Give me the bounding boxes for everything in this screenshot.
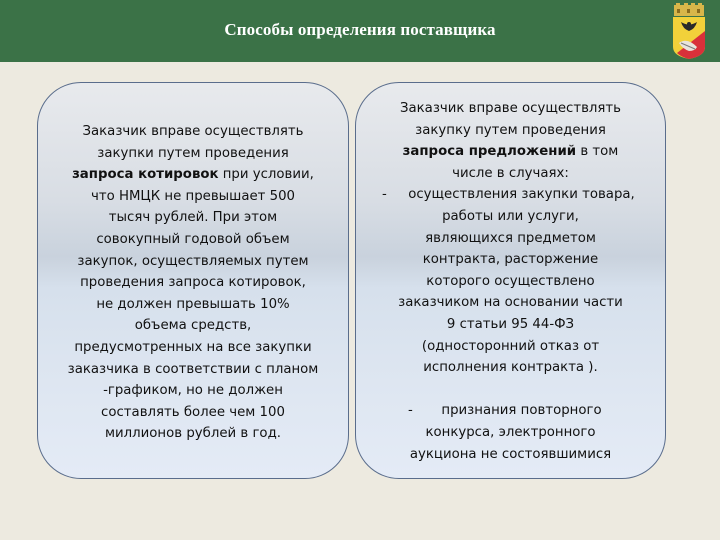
text-line: конкурса, электронного xyxy=(425,424,596,440)
text-line: работы или услуги, xyxy=(442,208,579,224)
text-line: закупку путем проведения xyxy=(415,122,606,138)
text-line: что НМЦК не превышает 500 xyxy=(90,188,296,204)
text-line: -графиком, но не должен xyxy=(103,383,283,399)
header-bar xyxy=(0,0,720,62)
emphasis-quotation-request: запроса котировок xyxy=(72,167,219,183)
text-line: тысяч рублей. При этом xyxy=(108,210,278,226)
bullet-dash: - xyxy=(382,187,387,203)
text-line: Заказчик вправе осуществлять xyxy=(82,124,304,139)
text-line: запроса котировок при условии, xyxy=(72,167,314,183)
text-line: 9 статьи 95 44-ФЗ xyxy=(446,316,575,332)
page-title: Способы определения поставщика xyxy=(224,20,496,39)
text-line: Заказчик вправе осуществлять xyxy=(399,101,622,116)
text-line: не должен превышать 10% xyxy=(96,296,290,312)
text-line: проведения запроса котировок, xyxy=(80,275,306,291)
text-line: являющихся предметом xyxy=(425,230,596,246)
bullet-dash: - xyxy=(408,403,413,419)
text-line: контракта, расторжение xyxy=(422,252,599,268)
text-line: заказчика в соответствии с планом xyxy=(67,361,319,377)
coat-of-arms-icon xyxy=(667,3,711,60)
text-line: аукциона не состоявшимися xyxy=(409,446,612,462)
bullet-item-contract-termination xyxy=(356,184,665,378)
emphasis-proposal-request: запроса предложений xyxy=(402,144,577,160)
spacer xyxy=(356,379,665,401)
text-line: закупок, осуществляемых путем xyxy=(77,253,309,269)
text-line: которого осуществлено xyxy=(426,273,595,289)
text-line: составлять более чем 100 xyxy=(101,404,285,420)
text-line: - признания повторного xyxy=(356,400,665,422)
text-line: числе в случаях: xyxy=(452,165,569,181)
text-line: исполнения контракта ). xyxy=(423,360,598,376)
text-line: закупки путем проведения xyxy=(97,145,289,161)
text-line: миллионов рублей в год. xyxy=(104,426,281,442)
text-line: объема средств, xyxy=(134,318,252,334)
text-line: - осуществления закупки товара, xyxy=(356,184,665,206)
bullet-item-failed-tender xyxy=(356,400,665,465)
text-line: предусмотренных на все закупки xyxy=(74,339,312,355)
text-line: (односторонний отказ от xyxy=(421,338,600,354)
quotation-request-panel xyxy=(37,82,349,479)
text-line: запроса предложений в том xyxy=(402,144,619,160)
proposal-request-panel xyxy=(355,82,666,479)
text-line: заказчиком на основании части xyxy=(398,295,623,311)
text-line: совокупный годовой объем xyxy=(96,231,290,247)
